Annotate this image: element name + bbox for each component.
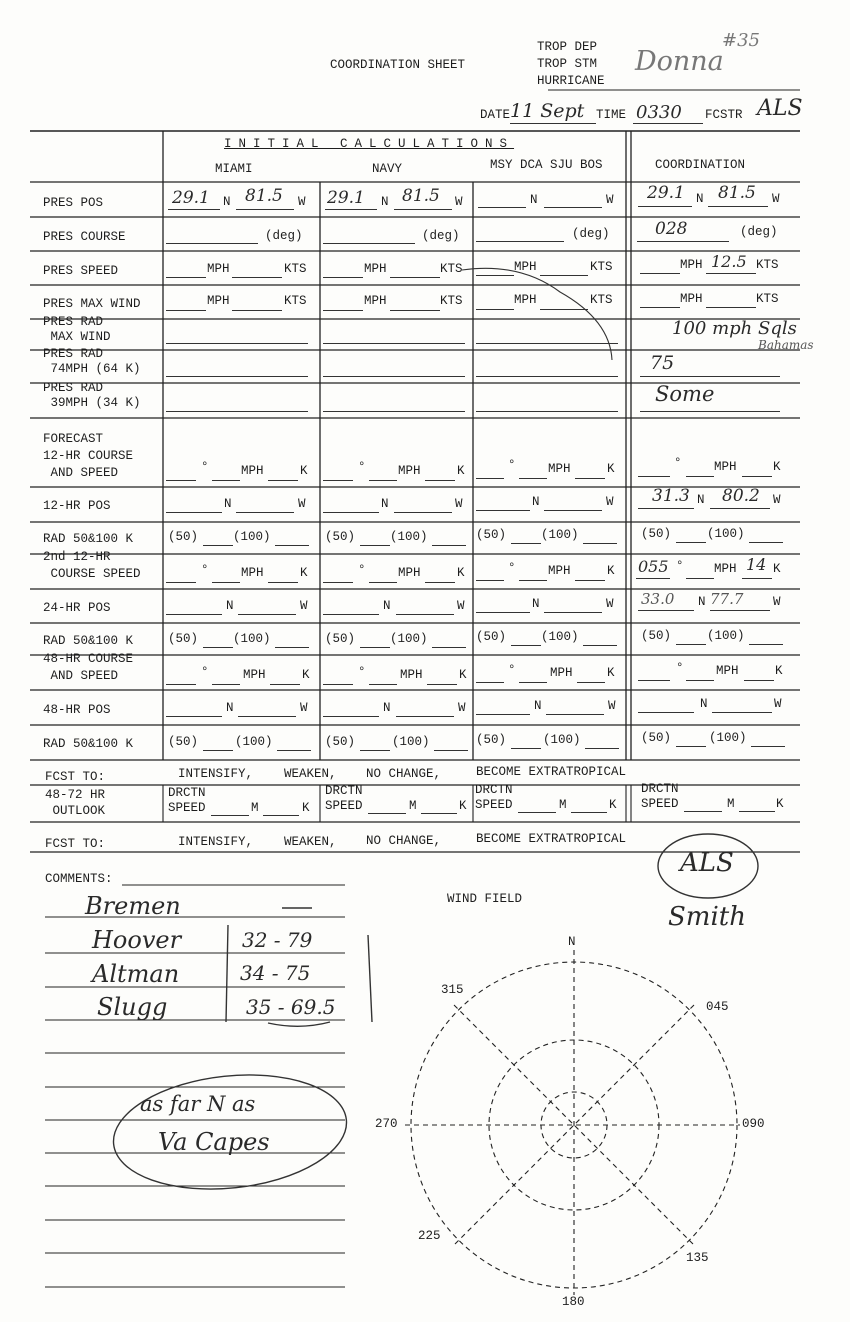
- unit-k: K: [457, 566, 465, 580]
- initial-calculations-heading: INITIAL CALCULATIONS: [224, 137, 515, 151]
- unit-deg-sym: °: [358, 665, 366, 679]
- coord-rad-39: Some: [655, 382, 715, 406]
- unit-m: M: [559, 798, 567, 812]
- time-label: TIME: [596, 108, 627, 122]
- row-label-12-hr-pos: 12-HR POS: [43, 499, 111, 513]
- unit-mph: MPH: [364, 294, 387, 308]
- col-msy-dca-sju-bos: MSY DCA SJU BOS: [490, 158, 603, 172]
- sheet-title: COORDINATION SHEET: [330, 58, 466, 72]
- comment-note-1: as far N as: [140, 1092, 256, 1116]
- unit-mph: MPH: [550, 666, 573, 680]
- unit-mph: MPH: [714, 460, 737, 474]
- unit-k: K: [459, 668, 467, 682]
- unit-k: K: [459, 799, 467, 813]
- fcst-intensify-2: INTENSIFY,: [178, 835, 254, 849]
- unit-n: N: [698, 595, 706, 609]
- unit-r100: (100): [541, 630, 579, 644]
- col-coordination: COORDINATION: [655, 158, 746, 172]
- coord-rad-max-wind: 100 mph Sqls: [672, 318, 797, 339]
- unit-r50: (50): [476, 733, 507, 747]
- unit-k: K: [775, 664, 783, 678]
- unit-mph: MPH: [207, 294, 230, 308]
- row-label-rad-1: RAD 50&100 K: [43, 532, 134, 546]
- unit-k: K: [776, 797, 784, 811]
- unit-mph: MPH: [680, 292, 703, 306]
- unit-deg-sym: °: [358, 563, 366, 577]
- outlook-msy: DRCTN SPEED: [475, 783, 513, 812]
- unit-w: W: [455, 195, 463, 209]
- row-label-pres-course: PRES COURSE: [43, 230, 126, 244]
- fcst-no-change-1: NO CHANGE,: [366, 767, 442, 781]
- unit-mph: MPH: [548, 462, 571, 476]
- coord-12-lat: 31.3: [652, 486, 690, 506]
- row-label-forecast-12: FORECAST 12-HR COURSE AND SPEED: [43, 432, 134, 480]
- unit-deg-sym: °: [201, 460, 209, 474]
- row-label-pres-rad-74: PRES RAD 74MPH (64 K): [43, 347, 141, 376]
- row-label-outlook: 48-72 HR OUTLOOK: [45, 788, 106, 818]
- unit-m: M: [409, 799, 417, 813]
- unit-mph: MPH: [398, 566, 421, 580]
- wind-label-225: 225: [418, 1229, 441, 1243]
- unit-k: K: [607, 564, 615, 578]
- wind-label-315: 315: [441, 983, 464, 997]
- comment-value-1: 32 - 79: [242, 928, 313, 952]
- coord-2nd-speed: 14: [746, 555, 767, 574]
- unit-deg: (deg): [422, 229, 460, 243]
- fcst-to-label-2: FCST TO:: [45, 837, 106, 851]
- type-trop-dep: TROP DEP: [537, 40, 598, 54]
- unit-n: N: [530, 193, 538, 207]
- fcst-extratropical-2: BECOME EXTRATROPICAL: [476, 832, 627, 846]
- comments-label: COMMENTS:: [45, 872, 113, 886]
- unit-r50: (50): [476, 528, 507, 542]
- fcst-no-change-2: NO CHANGE,: [366, 834, 442, 848]
- comment-value-3: 35 - 69.5: [246, 995, 336, 1019]
- wind-field-title: WIND FIELD: [447, 892, 523, 906]
- unit-w: W: [606, 495, 614, 509]
- unit-mph: MPH: [680, 258, 703, 272]
- unit-k: K: [302, 801, 310, 815]
- type-hurricane: HURRICANE: [537, 74, 605, 88]
- date-label: DATE: [480, 108, 511, 122]
- unit-w: W: [773, 595, 781, 609]
- fcstr-label: FCSTR: [705, 108, 743, 122]
- row-label-rad-2: RAD 50&100 K: [43, 634, 134, 648]
- wind-label-270: 270: [375, 1117, 398, 1131]
- unit-k: K: [773, 562, 781, 576]
- navy-lon: 81.5: [402, 186, 440, 206]
- unit-w: W: [455, 497, 463, 511]
- unit-w: W: [298, 195, 306, 209]
- unit-mph: MPH: [514, 293, 537, 307]
- signature: Smith: [668, 902, 746, 932]
- fcst-weaken-2: WEAKEN,: [284, 835, 337, 849]
- unit-w: W: [608, 699, 616, 713]
- unit-n: N: [226, 701, 234, 715]
- wind-label-045: 045: [706, 1000, 729, 1014]
- unit-w: W: [298, 497, 306, 511]
- unit-deg-sym: °: [676, 559, 684, 573]
- unit-r50: (50): [641, 527, 672, 541]
- coord-lon: 81.5: [718, 183, 756, 203]
- unit-r50: (50): [325, 632, 356, 646]
- unit-k: K: [773, 460, 781, 474]
- unit-n: N: [534, 699, 542, 713]
- unit-n: N: [381, 497, 389, 511]
- coord-lat: 29.1: [647, 183, 685, 203]
- outlook-miami: DRCTN SPEED: [168, 786, 206, 815]
- unit-m: M: [727, 797, 735, 811]
- comment-line-1: Bremen: [85, 892, 181, 920]
- comment-value-2: 34 - 75: [240, 961, 311, 985]
- unit-r100: (100): [390, 530, 428, 544]
- unit-kts: KTS: [284, 294, 307, 308]
- unit-r100: (100): [543, 733, 581, 747]
- col-navy: NAVY: [372, 162, 403, 176]
- unit-kts: KTS: [440, 262, 463, 276]
- unit-k: K: [607, 462, 615, 476]
- unit-w: W: [458, 701, 466, 715]
- comment-name-3: Slugg: [97, 993, 168, 1021]
- storm-name: Donna: [635, 46, 724, 77]
- coord-rad-max-wind-note: Bahamas: [758, 338, 814, 352]
- unit-r50: (50): [168, 735, 199, 749]
- unit-w: W: [300, 701, 308, 715]
- type-trop-stm: TROP STM: [537, 57, 598, 71]
- unit-deg-sym: °: [674, 456, 682, 470]
- unit-k: K: [300, 464, 308, 478]
- row-label-pres-rad-max-wind: PRES RAD MAX WIND: [43, 315, 111, 344]
- coord-12-lon: 80.2: [722, 486, 760, 506]
- row-label-48-hr-pos: 48-HR POS: [43, 703, 111, 717]
- unit-deg-sym: °: [508, 561, 516, 575]
- outlook-navy: DRCTN SPEED: [325, 784, 363, 813]
- unit-deg-sym: °: [358, 460, 366, 474]
- fcst-weaken-1: WEAKEN,: [284, 767, 337, 781]
- unit-k: K: [302, 668, 310, 682]
- coord-2nd-course: 055: [638, 557, 669, 576]
- unit-deg: (deg): [740, 225, 778, 239]
- unit-kts: KTS: [590, 293, 613, 307]
- coord-rad-74: 75: [650, 352, 675, 374]
- col-miami: MIAMI: [215, 162, 253, 176]
- unit-r100: (100): [541, 528, 579, 542]
- unit-kts: KTS: [756, 258, 779, 272]
- unit-deg-sym: °: [508, 458, 516, 472]
- unit-n: N: [532, 495, 540, 509]
- unit-r100: (100): [235, 735, 273, 749]
- wind-label-n: N: [568, 935, 576, 949]
- unit-kts: KTS: [756, 292, 779, 306]
- unit-n: N: [700, 697, 708, 711]
- miami-lat: 29.1: [172, 188, 210, 208]
- unit-n: N: [383, 701, 391, 715]
- unit-deg: (deg): [265, 229, 303, 243]
- row-label-rad-3: RAD 50&100 K: [43, 737, 134, 751]
- unit-r100: (100): [392, 735, 430, 749]
- unit-n: N: [696, 192, 704, 206]
- unit-r100: (100): [233, 632, 271, 646]
- fcstr-value: ALS: [757, 96, 803, 121]
- navy-lat: 29.1: [327, 188, 365, 208]
- time-value: 0330: [636, 102, 682, 123]
- unit-mph: MPH: [714, 562, 737, 576]
- wind-label-180: 180: [562, 1295, 585, 1309]
- unit-n: N: [223, 195, 231, 209]
- unit-r100: (100): [707, 629, 745, 643]
- unit-r100: (100): [707, 527, 745, 541]
- coord-speed: 12.5: [711, 252, 747, 271]
- unit-w: W: [300, 599, 308, 613]
- row-label-pres-speed: PRES SPEED: [43, 264, 119, 278]
- row-label-pres-pos: PRES POS: [43, 196, 104, 210]
- unit-mph: MPH: [548, 564, 571, 578]
- wind-label-135: 135: [686, 1251, 709, 1265]
- unit-w: W: [772, 192, 780, 206]
- miami-lon: 81.5: [245, 186, 283, 206]
- unit-k: K: [457, 464, 465, 478]
- unit-w: W: [606, 193, 614, 207]
- storm-number: #35: [722, 30, 760, 51]
- unit-w: W: [773, 493, 781, 507]
- unit-m: M: [251, 801, 259, 815]
- coord-course: 028: [655, 219, 688, 239]
- unit-deg-sym: °: [201, 563, 209, 577]
- unit-n: N: [697, 493, 705, 507]
- fcst-to-label-1: FCST TO:: [45, 770, 106, 784]
- unit-w: W: [606, 597, 614, 611]
- unit-mph: MPH: [364, 262, 387, 276]
- unit-n: N: [381, 195, 389, 209]
- unit-mph: MPH: [398, 464, 421, 478]
- fcst-extratropical-1: BECOME EXTRATROPICAL: [476, 765, 627, 779]
- coord-24-lon: 77.7: [710, 590, 744, 608]
- comment-name-2: Altman: [92, 960, 180, 988]
- row-label-pres-max-wind: PRES MAX WIND: [43, 297, 141, 311]
- row-label-2nd-12: 2nd 12-HR COURSE SPEED: [43, 550, 141, 581]
- unit-n: N: [226, 599, 234, 613]
- unit-w: W: [457, 599, 465, 613]
- unit-deg: (deg): [572, 227, 610, 241]
- unit-mph: MPH: [400, 668, 423, 682]
- unit-w: W: [774, 697, 782, 711]
- unit-r100: (100): [709, 731, 747, 745]
- unit-mph: MPH: [241, 464, 264, 478]
- unit-r100: (100): [233, 530, 271, 544]
- unit-r50: (50): [641, 629, 672, 643]
- unit-k: K: [300, 566, 308, 580]
- unit-deg-sym: °: [676, 661, 684, 675]
- unit-n: N: [224, 497, 232, 511]
- row-label-pres-rad-39: PRES RAD 39MPH (34 K): [43, 381, 141, 410]
- unit-mph: MPH: [716, 664, 739, 678]
- unit-r100: (100): [390, 632, 428, 646]
- unit-r50: (50): [168, 632, 199, 646]
- unit-deg-sym: °: [201, 665, 209, 679]
- unit-n: N: [383, 599, 391, 613]
- unit-mph: MPH: [243, 668, 266, 682]
- unit-k: K: [607, 666, 615, 680]
- unit-n: N: [532, 597, 540, 611]
- initials-circled: ALS: [680, 848, 734, 878]
- unit-r50: (50): [476, 630, 507, 644]
- unit-kts: KTS: [284, 262, 307, 276]
- comment-note-2: Va Capes: [158, 1128, 270, 1156]
- unit-mph: MPH: [514, 260, 537, 274]
- comment-name-1: Hoover: [92, 926, 182, 954]
- unit-r50: (50): [168, 530, 199, 544]
- unit-deg-sym: °: [508, 663, 516, 677]
- fcst-intensify-1: INTENSIFY,: [178, 767, 254, 781]
- row-label-48-course: 48-HR COURSE AND SPEED: [43, 652, 134, 683]
- unit-mph: MPH: [241, 566, 264, 580]
- coord-24-lat: 33.0: [641, 590, 675, 608]
- unit-r50: (50): [641, 731, 672, 745]
- unit-kts: KTS: [590, 260, 613, 274]
- unit-mph: MPH: [207, 262, 230, 276]
- wind-label-090: 090: [742, 1117, 765, 1131]
- unit-k: K: [609, 798, 617, 812]
- outlook-coord: DRCTN SPEED: [641, 782, 679, 811]
- date-value: 11 Sept: [510, 100, 585, 122]
- unit-r50: (50): [325, 735, 356, 749]
- unit-kts: KTS: [440, 294, 463, 308]
- unit-r50: (50): [325, 530, 356, 544]
- row-label-24-hr-pos: 24-HR POS: [43, 601, 111, 615]
